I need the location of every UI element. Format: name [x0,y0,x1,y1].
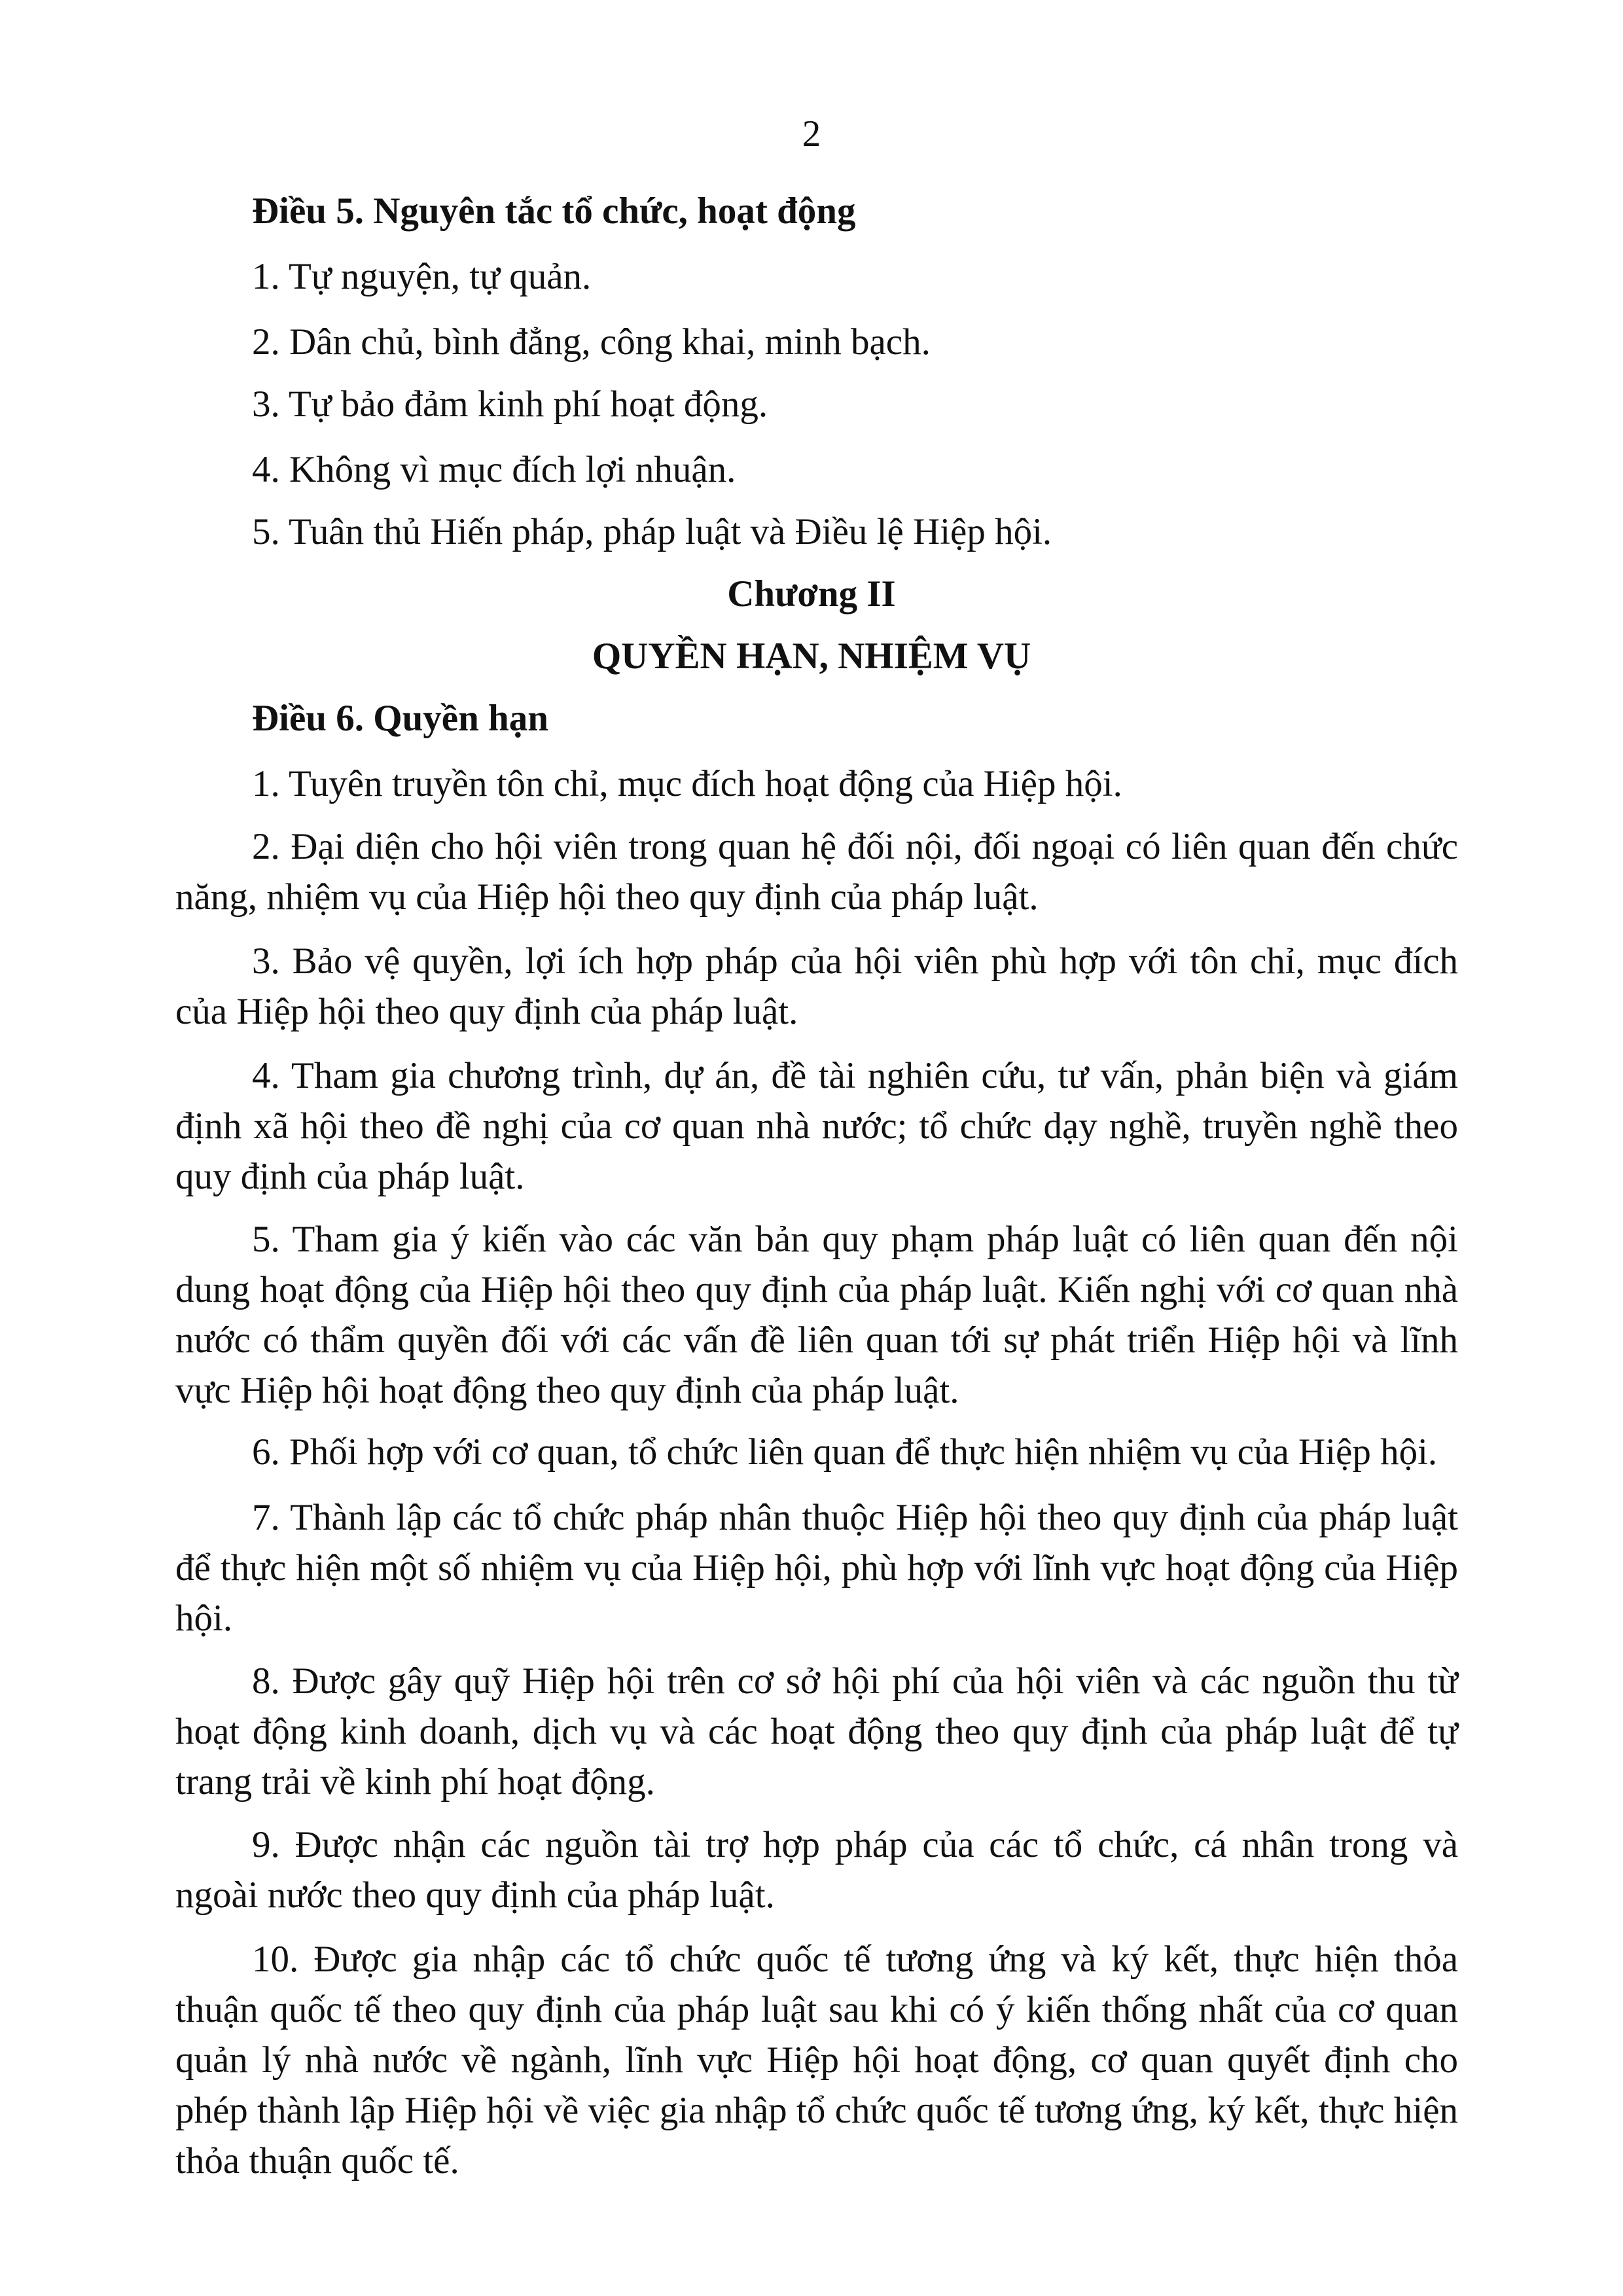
article-5-title: Điều 5. Nguyên tắc tổ chức, hoạt động [252,190,856,232]
article-5-item-2: 2. Dân chủ, bình đẳng, công khai, minh bạch. [252,321,931,363]
article-6-item-10: 10. Được gia nhập các tổ chức quốc tế tương ứng và ký kết, thực hiện thỏa thuận quốc tế theo quy định của pháp luật sau khi có ý kiến thống nhất của cơ quan quản lý nhà nước về ngành, lĩnh vực Hiệp hội hoạt động, cơ quan quyết định cho phép thành lập Hiệp hội về việc gia nhập tổ chức quốc tế tương ứng, ký kết, thực hiện thỏa thuận quốc tế. [175,1939,1458,2181]
article-5-item-4: 4. Không vì mục đích lợi nhuận. [252,449,736,490]
page-number: 2 [802,113,821,154]
article-6-item-2: 2. Đại diện cho hội viên trong quan hệ đối nội, đối ngoại có liên quan đến chức năng, nhiệm vụ của Hiệp hội theo quy định của pháp luật. [175,826,1458,918]
article-5-item-5: 5. Tuân thủ Hiến pháp, pháp luật và Điều lệ Hiệp hội. [252,511,1052,552]
article-6-item-5: 5. Tham gia ý kiến vào các văn bản quy phạm pháp luật có liên quan đến nội dung hoạt động của Hiệp hội theo quy định của pháp luật. Kiến nghị với cơ quan nhà nước có thẩm quyền đối với các vấn đề liên quan tới sự phát triển Hiệp hội và lĩnh vực Hiệp hội hoạt động theo quy định của pháp luật. [175,1219,1458,1411]
article-5-item-3: 3. Tự bảo đảm kinh phí hoạt động. [252,384,768,425]
chapter-label: Chương II [727,573,896,615]
article-6-item-6: 6. Phối hợp với cơ quan, tổ chức liên quan để thực hiện nhiệm vụ của Hiệp hội. [252,1431,1438,1473]
article-6-item-3: 3. Bảo vệ quyền, lợi ích hợp pháp của hội viên phù hợp với tôn chỉ, mục đích của Hiệp hội theo quy định của pháp luật. [175,941,1458,1032]
article-6-title: Điều 6. Quyền hạn [252,698,548,739]
article-6-item-8: 8. Được gây quỹ Hiệp hội trên cơ sở hội phí của hội viên và các nguồn thu từ hoạt động kinh doanh, dịch vụ và các hoạt động theo quy định của pháp luật để tự trang trải về kinh phí hoạt động. [175,1660,1458,1803]
chapter-title: QUYỀN HẠN, NHIỆM VỤ [592,636,1031,677]
article-6-item-1: 1. Tuyên truyền tôn chỉ, mục đích hoạt động của Hiệp hội. [252,763,1122,804]
article-6-item-7: 7. Thành lập các tổ chức pháp nhân thuộc Hiệp hội theo quy định của pháp luật để thực hiện một số nhiệm vụ của Hiệp hội, phù hợp với lĩnh vực hoạt động của Hiệp hội. [175,1497,1458,1639]
article-5-item-1: 1. Tự nguyện, tự quản. [252,256,592,297]
article-6-item-4: 4. Tham gia chương trình, dự án, đề tài nghiên cứu, tư vấn, phản biện và giám định xã hội theo đề nghị của cơ quan nhà nước; tổ chức dạy nghề, truyền nghề theo quy định của pháp luật. [175,1055,1458,1197]
article-6-item-9: 9. Được nhận các nguồn tài trợ hợp pháp của các tổ chức, cá nhân trong và ngoài nước theo quy định của pháp luật. [175,1824,1458,1916]
